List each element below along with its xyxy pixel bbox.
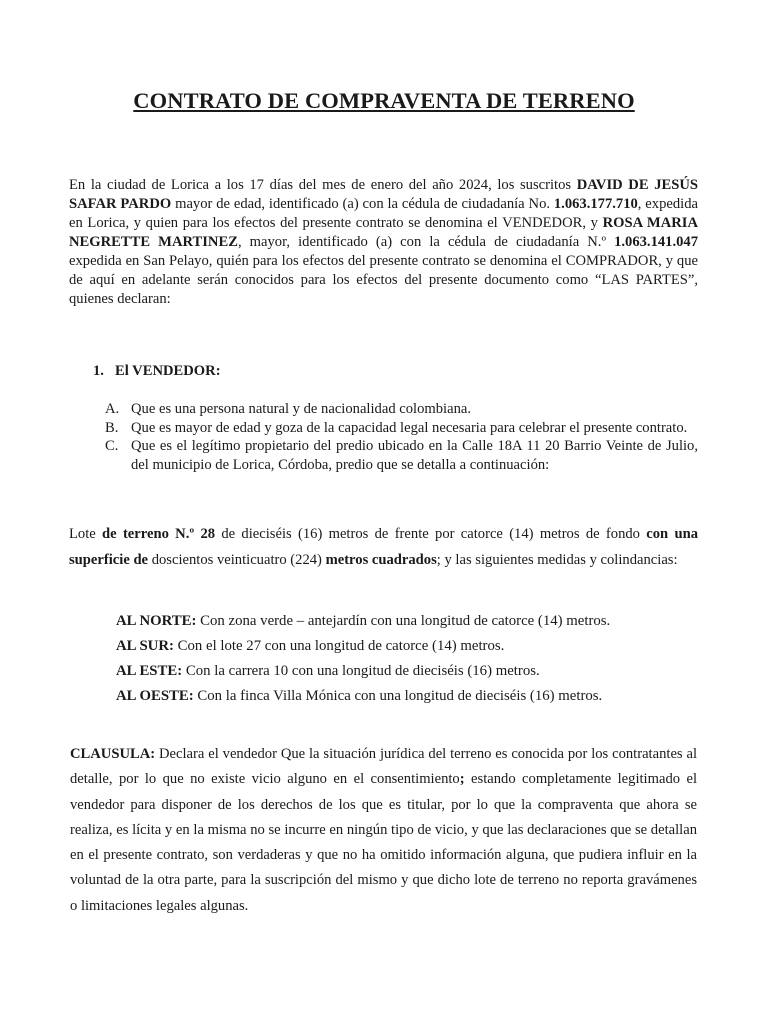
intro-text: expedida en San Pelayo, quién para los efectos del presente contrato se denomina el COMPRADOR, y que de aquí en adelante serán conocidos para los efectos del presente documento como “LAS PARTES”, quienes declaran: <box>69 253 698 307</box>
document-title: CONTRATO DE COMPRAVENTA DE TERRENO <box>133 88 635 113</box>
boundary-text: Con la carrera 10 con una longitud de dieciséis (16) metros. <box>182 663 540 679</box>
boundary-label: AL OESTE: <box>116 688 194 704</box>
boundary-text: Con la finca Villa Mónica con una longitud de dieciséis (16) metros. <box>193 688 603 704</box>
list-marker: C. <box>105 438 119 454</box>
list-marker: B. <box>105 419 119 436</box>
lot-description <box>69 522 698 573</box>
clause-text: estando completamente legitimado el vendedor para disponer de los derechos de los que es titular, por lo que la compraventa que ahora se realiza, es lícita y en la misma no se incurre en ningún tipo de vicio, y que las declaraciones que se detallan en el presente contrato, son verdaderas y que no ha omitido información alguna, que pudiera influir en la voluntad de la otra parte, para la suscripción del mismo y que dicho lote de terreno no reporta gravámenes o limitaciones legales algunas. <box>70 771 697 914</box>
boundary-label: AL SUR: <box>116 638 174 654</box>
intro-text: , expedida en Lorica, y quien para los efectos del presente contrato se denomina el VENDEDOR, y <box>69 196 698 231</box>
boundary-west <box>116 684 716 709</box>
declarations-list <box>105 400 698 474</box>
section-title: El VENDEDOR: <box>115 363 221 379</box>
clause-label: CLAUSULA: <box>70 746 156 762</box>
list-item <box>105 419 698 438</box>
intro-text: mayor de edad, identificado (a) con la cédula de ciudadanía No. <box>171 196 554 212</box>
list-item-text: Que es el legítimo propietario del predio ubicado en la Calle 18A 11 20 Barrio Veinte de Julio, del municipio de Lorica, Córdoba, predio que se detalla a continuación: <box>131 438 698 473</box>
section-number: 1. <box>93 363 104 379</box>
lot-area-unit: metros cuadrados <box>325 551 437 568</box>
lot-number: de terreno N.º 28 <box>102 526 216 542</box>
list-item-text: Que es mayor de edad y goza de la capacidad legal necesaria para celebrar el presente contrato. <box>131 419 688 436</box>
section-heading <box>93 363 221 380</box>
clause-semicolon: ; <box>459 771 465 788</box>
lot-text: doscientos veinticuatro (224) <box>148 551 326 568</box>
boundaries-list <box>116 609 716 709</box>
boundary-text: Con el lote 27 con una longitud de catorce (14) metros. <box>173 638 505 654</box>
list-item <box>105 437 698 474</box>
seller-id: 1.063.177.710 <box>553 196 638 212</box>
lot-surface-label: con una superficie de <box>69 526 698 568</box>
boundary-text: Con zona verde – antejardín con una longitud de catorce (14) metros. <box>196 613 611 629</box>
buyer-id: 1.063.141.047 <box>614 234 698 250</box>
lot-text: Lote <box>69 526 103 542</box>
buyer-name: ROSA MARIA NEGRETTE MARTINEZ <box>69 215 699 250</box>
boundary-south <box>116 634 716 659</box>
lot-text: de dieciséis (16) metros de frente por catorce (14) metros de fondo <box>215 526 647 542</box>
boundary-east <box>116 659 716 684</box>
intro-paragraph <box>69 176 698 309</box>
boundary-north <box>116 609 716 634</box>
list-item-text: Que es una persona natural y de nacionalidad colombiana. <box>131 401 471 417</box>
clause-text: Declara el vendedor Que la situación jurídica del terreno es conocida por los contratantes al detalle, por lo que no existe vicio alguno en el consentimiento <box>70 746 697 788</box>
list-marker: A. <box>105 401 120 417</box>
lot-text: ; y las siguientes medidas y colindancias: <box>436 551 678 568</box>
clause-paragraph <box>70 742 697 919</box>
list-item <box>105 400 698 419</box>
seller-name: DAVID DE JESÚS SAFAR PARDO <box>69 177 698 212</box>
intro-text: En la ciudad de Lorica a los 17 días del mes de enero del año 2024, los suscritos <box>69 177 577 193</box>
intro-text: , mayor, identificado (a) con la cédula de ciudadanía N.º <box>237 234 615 250</box>
boundary-label: AL ESTE: <box>116 663 183 679</box>
boundary-label: AL NORTE: <box>116 613 197 629</box>
